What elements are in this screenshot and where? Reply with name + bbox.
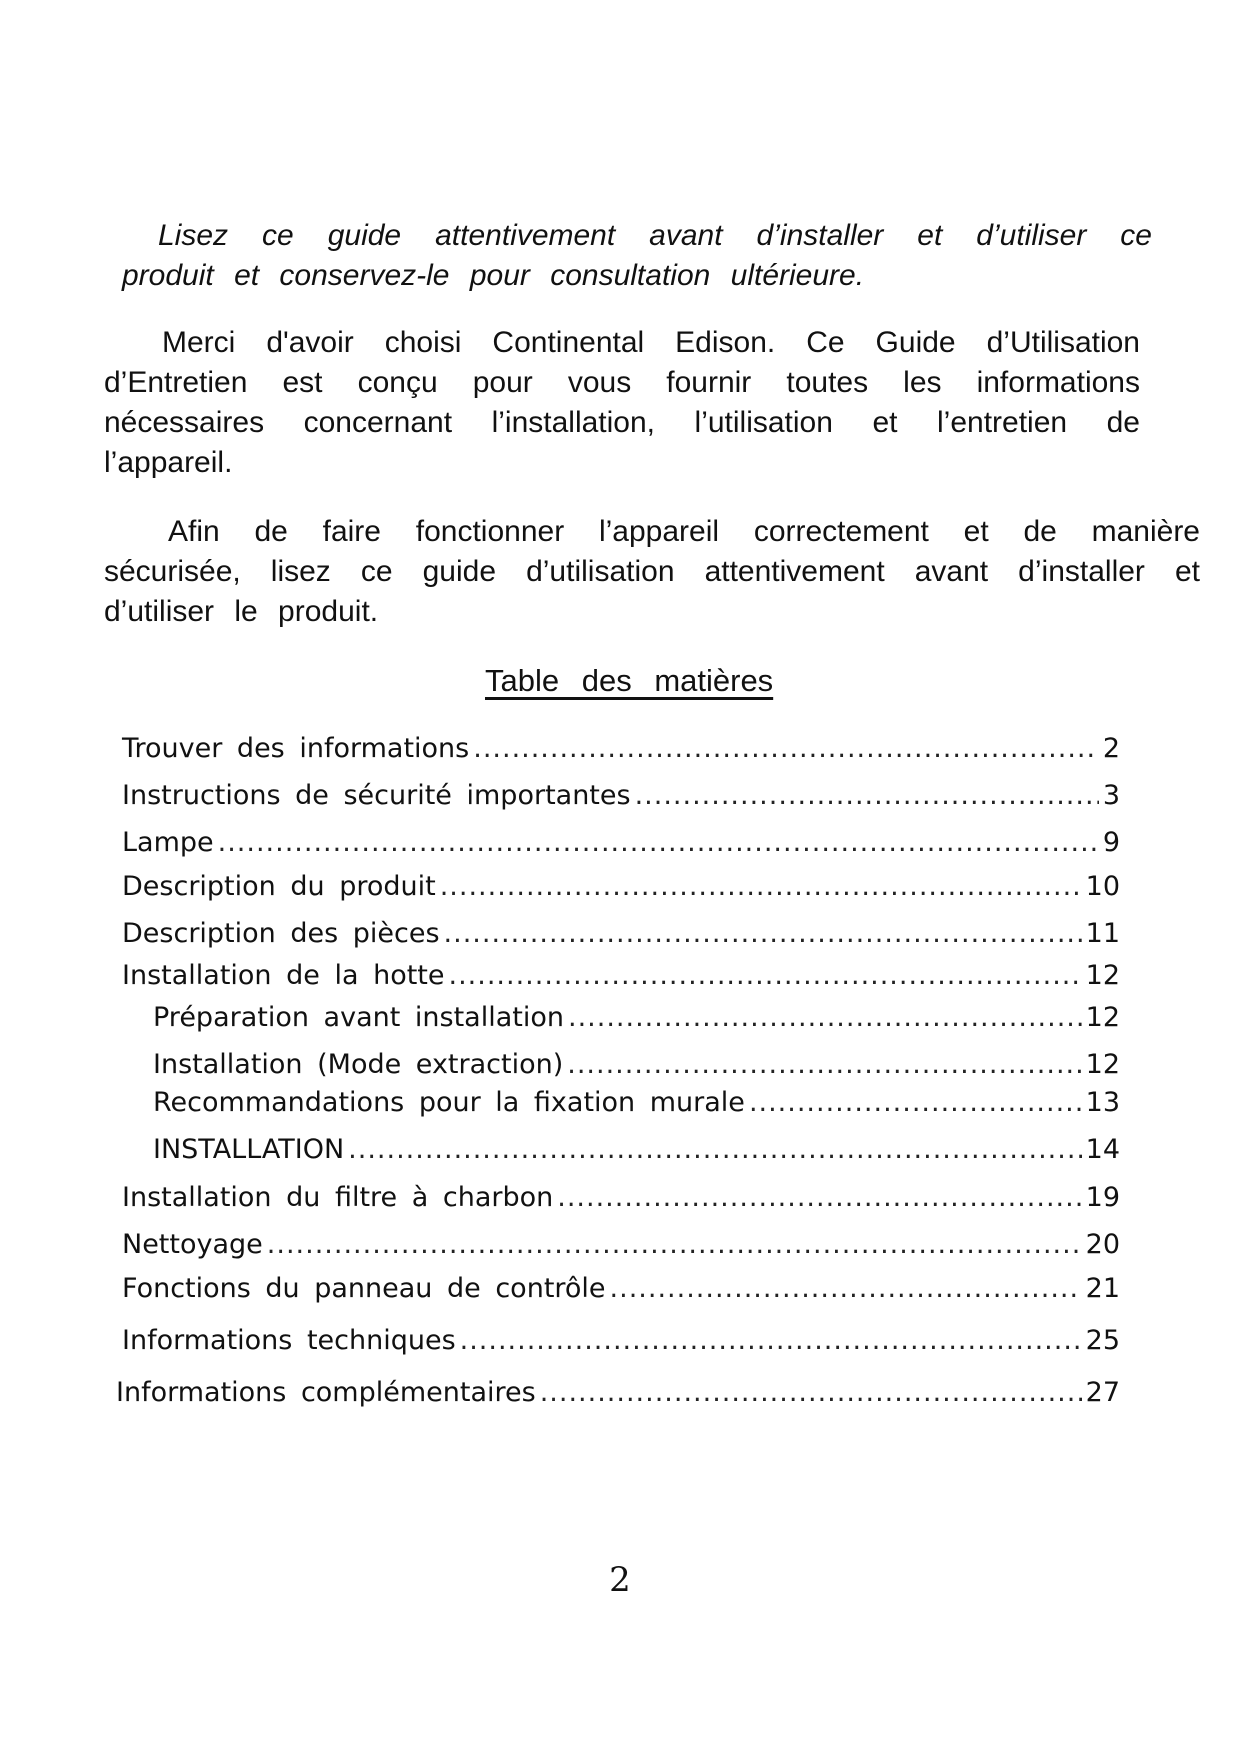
toc-entry-label: Fonctions du panneau de contrôle	[122, 1273, 606, 1304]
toc-entry-page: 27	[1085, 1377, 1120, 1408]
toc-entry-label: INSTALLATION	[153, 1134, 345, 1165]
toc-entry[interactable]	[122, 958, 1120, 994]
toc-dot-leader	[348, 1132, 1081, 1168]
toc-dot-leader	[218, 825, 1099, 861]
toc-entry-page: 3	[1102, 780, 1120, 811]
toc-entry-page: 12	[1085, 1002, 1120, 1033]
toc-entry-page: 9	[1102, 827, 1120, 858]
toc-entry-label: Instructions de sécurité importantes	[122, 780, 631, 811]
toc-entry-label: Lampe	[122, 827, 214, 858]
toc-entry[interactable]	[122, 916, 1120, 952]
toc-entry-page: 21	[1085, 1273, 1120, 1304]
toc-entry[interactable]	[122, 869, 1120, 905]
toc-entry[interactable]	[122, 731, 1120, 767]
toc-entry-label: Installation du filtre à charbon	[122, 1182, 554, 1213]
toc-entry-page: 19	[1085, 1182, 1120, 1213]
toc-entry[interactable]	[122, 778, 1120, 814]
toc-entry-label: Installation de la hotte	[122, 960, 445, 991]
toc-entry[interactable]	[116, 1375, 1120, 1411]
toc-entry-page: 10	[1085, 871, 1120, 902]
toc-dot-leader	[460, 1323, 1082, 1359]
toc-dot-leader	[568, 1000, 1082, 1036]
toc-dot-leader	[267, 1227, 1082, 1263]
toc-entry-page: 11	[1085, 918, 1120, 949]
toc-dot-leader	[610, 1271, 1082, 1307]
toc-dot-leader	[473, 731, 1099, 767]
safety-paragraph: Afin de faire fonctionner l’appareil correctement et de manière sécurisée, lisez ce guide d’utilisation attentivement avant d’installer et d’utiliser le produit.	[104, 515, 1200, 628]
thank-you-paragraph: Merci d'avoir choisi Continental Edison. Ce Guide d’Utilisation d’Entretien est conçu pour vous fournir toutes les informations nécessaires concernant l’installation, l’utilisation et l’entretien de l’appareil.	[104, 326, 1140, 479]
toc-entry[interactable]	[153, 1000, 1120, 1036]
toc-entry[interactable]	[153, 1085, 1120, 1121]
toc-dot-leader	[440, 869, 1082, 905]
toc-entry-label: Informations techniques	[122, 1325, 456, 1356]
toc-dot-leader	[567, 1047, 1081, 1083]
toc-entry-page: 14	[1085, 1134, 1120, 1165]
toc-dot-leader	[557, 1180, 1081, 1216]
toc-entry-page: 25	[1085, 1325, 1120, 1356]
toc-entry[interactable]	[122, 1271, 1120, 1307]
toc-entry-label: Nettoyage	[122, 1229, 263, 1260]
toc-dot-leader	[444, 916, 1082, 952]
toc-title: Table des matières	[485, 663, 774, 698]
toc-dot-leader	[540, 1375, 1082, 1411]
toc-entry-label: Préparation avant installation	[153, 1002, 564, 1033]
page-number: 2	[609, 1560, 631, 1600]
toc-entry-label: Description des pièces	[122, 918, 440, 949]
toc-entry[interactable]	[153, 1132, 1120, 1168]
toc-entry-label: Informations complémentaires	[116, 1377, 536, 1408]
intro-note: Lisez ce guide attentivement avant d’installer et d’utiliser ce produit et conservez-le pour consultation ultérieure.	[122, 219, 1152, 292]
toc-entry-label: Description du produit	[122, 871, 436, 902]
toc-entry[interactable]	[153, 1047, 1120, 1083]
toc-entry[interactable]	[122, 1180, 1120, 1216]
toc-entry-page: 12	[1085, 960, 1120, 991]
toc-dot-leader	[635, 778, 1099, 814]
toc-entry-page: 20	[1085, 1229, 1120, 1260]
toc-entry-page: 12	[1085, 1049, 1120, 1080]
toc-dot-leader	[749, 1085, 1082, 1121]
toc-dot-leader	[449, 958, 1082, 994]
toc-entry[interactable]	[122, 1227, 1120, 1263]
toc-entry-label: Installation (Mode extraction)	[153, 1049, 564, 1080]
toc-entry-page: 13	[1085, 1087, 1120, 1118]
toc-entry[interactable]	[122, 1323, 1120, 1359]
toc-entry-label: Recommandations pour la fixation murale	[153, 1087, 745, 1118]
toc-entry-page: 2	[1102, 733, 1120, 764]
toc-entry[interactable]	[122, 825, 1120, 861]
toc-entry-label: Trouver des informations	[122, 733, 470, 764]
